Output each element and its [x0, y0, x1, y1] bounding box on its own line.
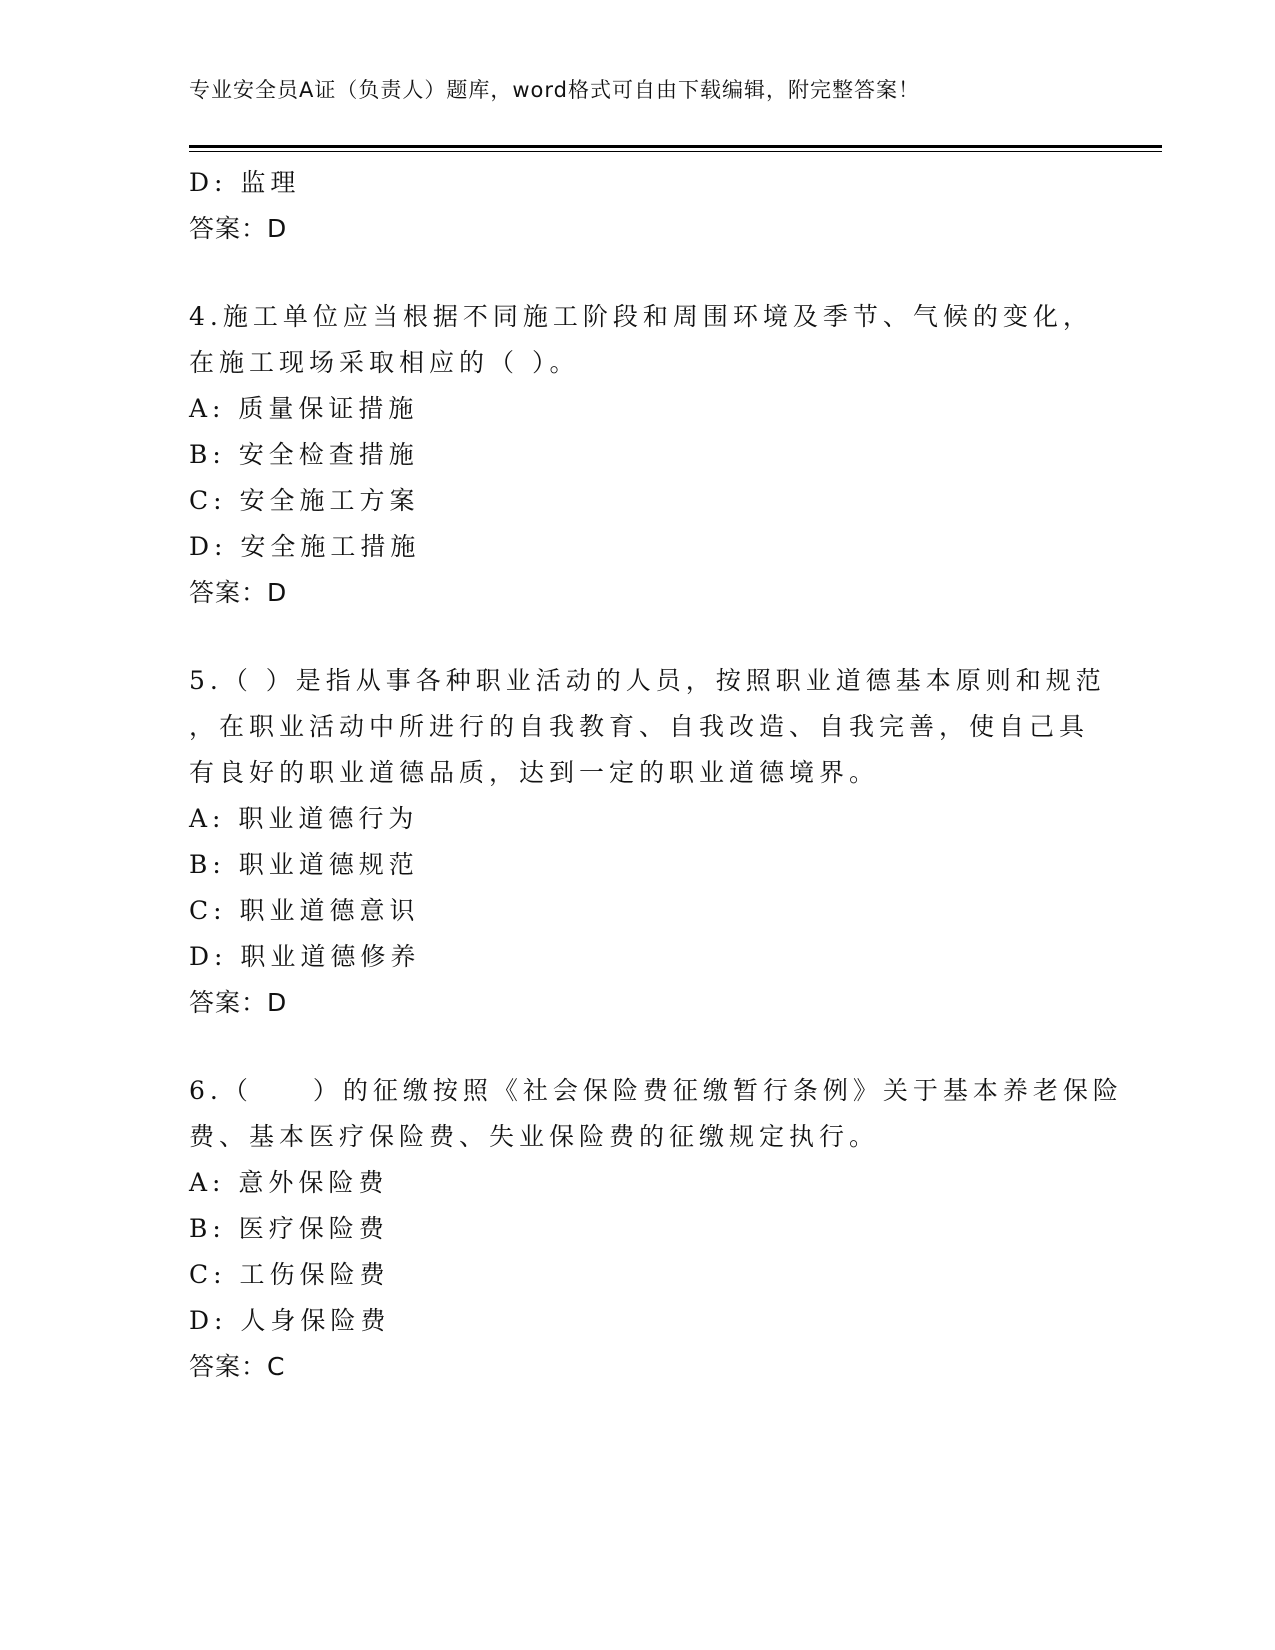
- question-5: [189, 658, 1106, 1026]
- option-d: D: 监理: [189, 168, 301, 197]
- question-text-line: ，在职业活动中所进行的自我教育、自我改造、自我完善，使自己具: [189, 712, 1090, 741]
- question-text-line: 有良好的职业道德品质，达到一定的职业道德境界。: [189, 758, 880, 787]
- header-divider-thin: [189, 151, 1162, 152]
- option-d: D: 安全施工措施: [189, 532, 421, 561]
- option-a: A: 质量保证措施: [189, 394, 419, 423]
- option-c: C: 职业道德意识: [189, 896, 420, 925]
- option-b: B: 安全检查措施: [189, 440, 419, 469]
- answer-line: 答案：D: [189, 214, 288, 243]
- option-a: A: 意外保险费: [189, 1168, 389, 1197]
- option-a: A: 职业道德行为: [189, 804, 419, 833]
- answer-line: 答案：D: [189, 578, 288, 607]
- page-header: 专业安全员A证（负责人）题库，word格式可自由下载编辑，附完整答案！: [189, 78, 920, 102]
- question-4: [189, 294, 1093, 616]
- question-content: [189, 160, 1123, 1390]
- question-text-line: 费、基本医疗保险费、失业保险费的征缴规定执行。: [189, 1122, 880, 1151]
- option-b: B: 职业道德规范: [189, 850, 419, 879]
- option-d: D: 人身保险费: [189, 1306, 391, 1335]
- question-6: [189, 1068, 1123, 1390]
- option-c: C: 安全施工方案: [189, 486, 420, 515]
- option-d: D: 职业道德修养: [189, 942, 421, 971]
- option-b: B: 医疗保险费: [189, 1214, 389, 1243]
- question-text-line: 6.（ ）的征缴按照《社会保险费征缴暂行条例》关于基本养老保险: [189, 1076, 1123, 1105]
- option-c: C: 工伤保险费: [189, 1260, 390, 1289]
- answer-line: 答案：D: [189, 988, 288, 1017]
- header-divider: [189, 145, 1162, 148]
- question-text-line: 5.（ ）是指从事各种职业活动的人员，按照职业道德基本原则和规范: [189, 666, 1106, 695]
- question-text-line: 在施工现场采取相应的（ ）。: [189, 348, 580, 377]
- answer-line: 答案：C: [189, 1352, 286, 1381]
- question-text-line: 4.施工单位应当根据不同施工阶段和周围环境及季节、气候的变化，: [189, 302, 1093, 331]
